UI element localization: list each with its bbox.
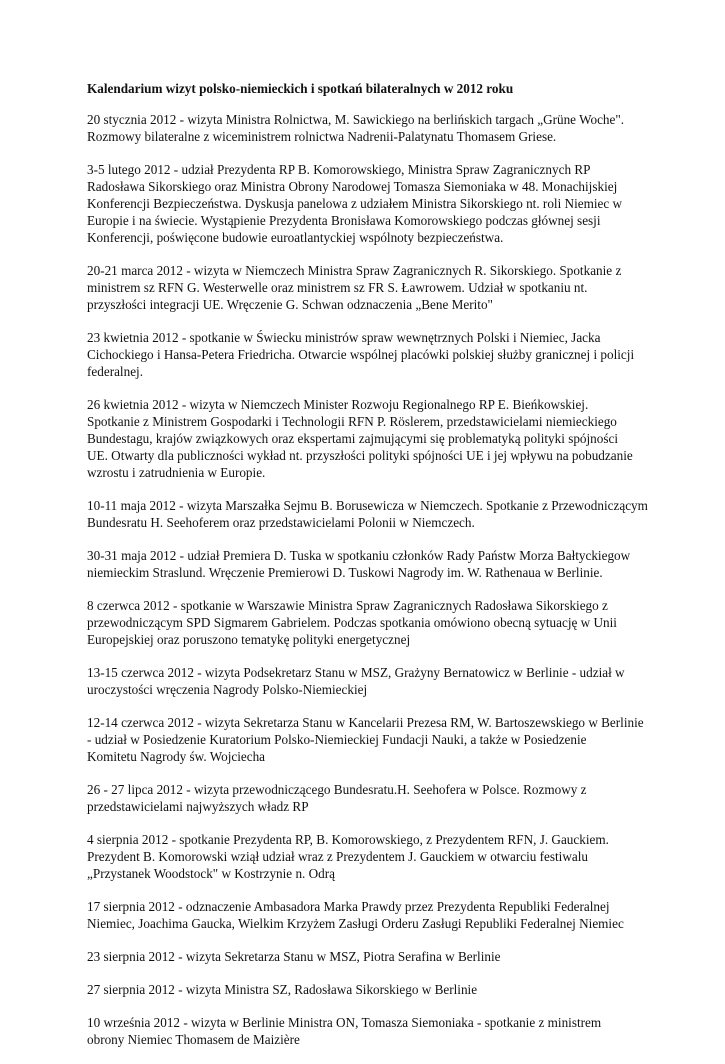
entry-line: Spotkanie z Ministrem Gospodarki i Technologii RFN P. Röslerem, przedstawicielami niemieckiego — [87, 414, 617, 429]
entry-line: obrony Niemiec Thomasem de Maizière — [87, 1032, 300, 1047]
entry-line: 3-5 lutego 2012 - udział Prezydenta RP B. Komorowskiego, Ministra Spraw Zagranicznych RP — [87, 162, 591, 177]
entry-line: przedstawicielami najwyższych władz RP — [87, 799, 309, 814]
entry-line: 26 kwietnia 2012 - wizyta w Niemczech Minister Rozwoju Regionalnego RP E. Bieńkowskiej. — [87, 397, 589, 412]
calendar-entry — [87, 396, 647, 481]
entry-line: „Przystanek Woodstock" w Kostrzynie n. Odrą — [87, 866, 335, 881]
entry-line: niemieckim Straslund. Wręczenie Premierowi D. Tuskowi Nagrody im. W. Rathenaua w Berlinie. — [87, 565, 603, 580]
entry-list — [87, 111, 647, 1048]
entry-line: 23 sierpnia 2012 - wizyta Sekretarza Stanu w MSZ, Piotra Serafina w Berlinie — [87, 949, 501, 964]
calendar-entry — [87, 111, 647, 145]
entry-line: 12-14 czerwca 2012 - wizyta Sekretarza Stanu w Kancelarii Prezesa RM, W. Bartoszewskiego w Berlinie — [87, 715, 644, 730]
entry-line: 13-15 czerwca 2012 - wizyta Podsekretarz Stanu w MSZ, Grażyny Bernatowicz w Berlinie - udział w — [87, 665, 625, 680]
entry-line: Komitetu Nagrody św. Wojciecha — [87, 749, 266, 764]
entry-line: ministrem sz RFN G. Westerwelle oraz ministrem sz FR S. Ławrowem. Udział w spotkaniu nt. — [87, 280, 588, 295]
entry-line: wzrostu i zatrudnienia w Europie. — [87, 465, 266, 480]
entry-line: 4 sierpnia 2012 - spotkanie Prezydenta RP, B. Komorowskiego, z Prezydentem RFN, J. Gauckiem. — [87, 832, 609, 847]
entry-line: 10-11 maja 2012 - wizyta Marszałka Sejmu B. Borusewicza w Niemczech. Spotkanie z Przewodniczącym — [87, 498, 648, 513]
calendar-entry — [87, 597, 647, 648]
entry-line: Bundestagu, krajów związkowych oraz ekspertami zajmującymi się problematyką polityki spójności — [87, 431, 619, 446]
entry-line: federalnej. — [87, 364, 144, 379]
entry-line: 17 sierpnia 2012 - odznaczenie Ambasadora Marka Prawdy przez Prezydenta Republiki Federalnej — [87, 899, 610, 914]
entry-line: Bundesratu H. Seehoferem oraz przedstawicielami Polonii w Niemczech. — [87, 515, 475, 530]
calendar-entry — [87, 981, 647, 998]
calendar-entry — [87, 781, 647, 815]
entry-line: Prezydent B. Komorowski wziął udział wraz z Prezydentem J. Gauckiem w otwarciu festiwalu — [87, 849, 588, 864]
entry-line: Europie i na świecie. Wystąpienie Prezydenta Bronisława Komorowskiego podczas głównej sesji — [87, 213, 601, 228]
entry-line: UE. Otwarty dla publiczności wykład nt. przyszłości polityki spójności UE i jej wpływu na pobudzanie — [87, 448, 633, 463]
entry-line: Cichockiego i Hansa-Petera Friedricha. Otwarcie wspólnej placówki polskiej służby granicznej i policji — [87, 347, 635, 362]
calendar-entry — [87, 329, 647, 380]
entry-line: 20 stycznia 2012 - wizyta Ministra Rolnictwa, M. Sawickiego na berlińskich targach „Grüne Woche". — [87, 112, 625, 127]
calendar-entry — [87, 898, 647, 932]
entry-line: Rozmowy bilateralne z wiceministrem rolnictwa Nadrenii-Palatynatu Thomasem Griese. — [87, 129, 557, 144]
entry-line: Europejskiej oraz poruszono tematykę polityki energetycznej — [87, 632, 411, 647]
document-page — [87, 80, 647, 1064]
calendar-entry — [87, 262, 647, 313]
calendar-entry — [87, 664, 647, 698]
entry-line: Radosława Sikorskiego oraz Ministra Obrony Narodowej Tomasza Siemoniaka w 48. Monachijskiej — [87, 179, 618, 194]
entry-line: przyszłości integracji UE. Wręczenie G. Schwan odznaczenia „Bene Merito" — [87, 297, 493, 312]
entry-line: 30-31 maja 2012 - udział Premiera D. Tuska w spotkaniu członków Rady Państw Morza Bałtyckiegow — [87, 548, 631, 563]
entry-line: 23 kwietnia 2012 - spotkanie w Świecku ministrów spraw wewnętrznych Polski i Niemiec, Jacka — [87, 330, 601, 345]
calendar-entry — [87, 831, 647, 882]
entry-line: - udział w Posiedzenie Kuratorium Polsko-Niemieckiej Fundacji Nauki, a także w Posiedzenie — [87, 732, 587, 747]
entry-line: Niemiec, Joachima Gaucka, Wielkim Krzyżem Zasługi Orderu Zasługi Republiki Federalnej Niemiec — [87, 916, 624, 931]
entry-line: Konferencji, poświęcone budowie euroatlantyckiej wspólnoty bezpieczeństwa. — [87, 230, 504, 245]
calendar-entry — [87, 497, 647, 531]
entry-line: 27 sierpnia 2012 - wizyta Ministra SZ, Radosława Sikorskiego w Berlinie — [87, 982, 478, 997]
document-title: Kalendarium wizyt polsko-niemieckich i spotkań bilateralnych w 2012 roku — [87, 81, 514, 96]
entry-line: 20-21 marca 2012 - wizyta w Niemczech Ministra Spraw Zagranicznych R. Sikorskiego. Spotkanie z — [87, 263, 622, 278]
calendar-entry — [87, 161, 647, 246]
calendar-entry — [87, 547, 647, 581]
calendar-entry — [87, 1014, 647, 1048]
entry-line: uroczystości wręczenia Nagrody Polsko-Niemieckiej — [87, 682, 368, 697]
entry-line: Konferencji Bezpieczeństwa. Dyskusja panelowa z udziałem Ministra Sikorskiego nt. roli Niemiec w — [87, 196, 623, 211]
calendar-entry — [87, 948, 647, 965]
entry-line: przewodniczącym SPD Sigmarem Gabrielem. Podczas spotkania omówiono obecną sytuację w Unii — [87, 615, 617, 630]
calendar-entry — [87, 714, 647, 765]
entry-line: 8 czerwca 2012 - spotkanie w Warszawie Ministra Spraw Zagranicznych Radosława Sikorskiego z — [87, 598, 608, 613]
entry-line: 26 - 27 lipca 2012 - wizyta przewodniczącego Bundesratu.H. Seehofera w Polsce. Rozmowy z — [87, 782, 587, 797]
entry-line: 10 września 2012 - wizyta w Berlinie Ministra ON, Tomasza Siemoniaka - spotkanie z ministrem — [87, 1015, 602, 1030]
